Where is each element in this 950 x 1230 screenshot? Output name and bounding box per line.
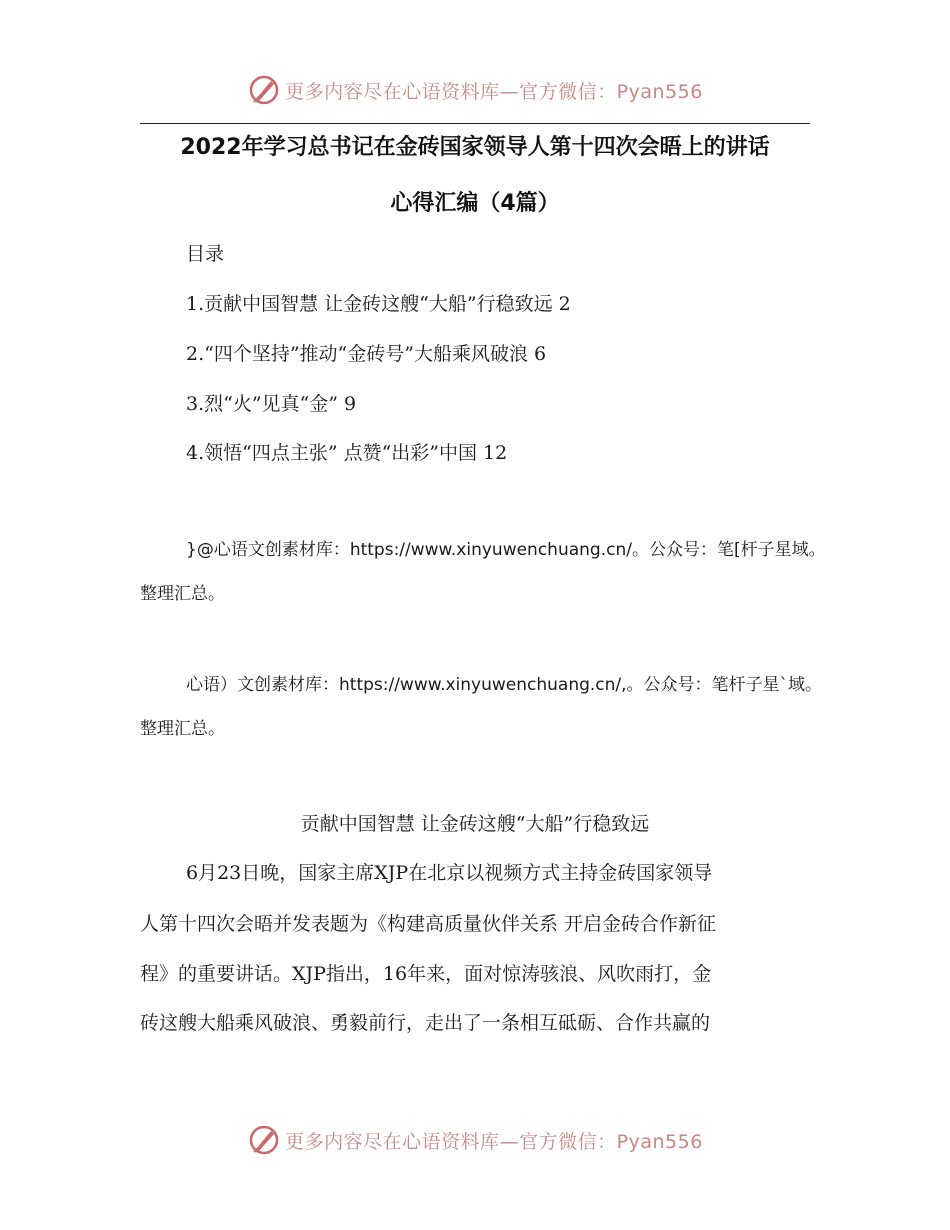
notice-1-line-2: 整理汇总。 [140,584,225,604]
notice-2-line-1: 心语）文创素材库：https://www.xinyuwenchuang.cn/,。公众号：笔杆子星`域。 [186,675,823,695]
toc-heading: 目录 [186,243,225,265]
body-line-4: 砖这艘大船乘风破浪、勇毅前行，走出了一条相互砥砺、合作共赢的 [140,1012,711,1034]
header-divider [140,123,810,124]
quill-logo-icon [247,1123,281,1157]
header-banner [0,70,950,110]
footer-banner [0,1120,950,1160]
quill-logo-icon [247,73,281,107]
toc-item-3[interactable]: 3.烈“火”见真“金” 9 [186,393,357,415]
notice-1-line-1: }@心语文创素材库：https://www.xinyuwenchuang.cn/。公众号：笔[杆子星域。 [186,540,826,560]
body-line-3: 程》的重要讲话。XJP指出，16年来，面对惊涛骇浪、风吹雨打，金 [140,963,712,985]
document-title-line-2: 心得汇编（4篇） [390,191,560,216]
notice-2-line-2: 整理汇总。 [140,719,225,739]
footer-banner-text: 更多内容尽在心语资料库—官方微信：Pyan556 [285,1130,703,1153]
section-title: 贡献中国智慧 让金砖这艘“大船”行稳致远 [300,813,650,835]
toc-item-2[interactable]: 2.“四个坚持”推动“金砖号”大船乘风破浪 6 [186,343,547,365]
body-line-1: 6月23日晚，国家主席XJP在北京以视频方式主持金砖国家领导 [186,862,713,884]
header-banner-text: 更多内容尽在心语资料库—官方微信：Pyan556 [285,80,703,103]
toc-item-4[interactable]: 4.领悟“四点主张” 点赞“出彩”中国 12 [186,442,508,464]
document-title-line-1: 2022年学习总书记在金砖国家领导人第十四次会晤上的讲话 [180,135,770,160]
toc-item-1[interactable]: 1.贡献中国智慧 让金砖这艘“大船”行稳致远 2 [186,293,571,315]
body-line-2: 人第十四次会晤并发表题为《构建高质量伙伴关系 开启金砖合作新征 [140,913,717,935]
